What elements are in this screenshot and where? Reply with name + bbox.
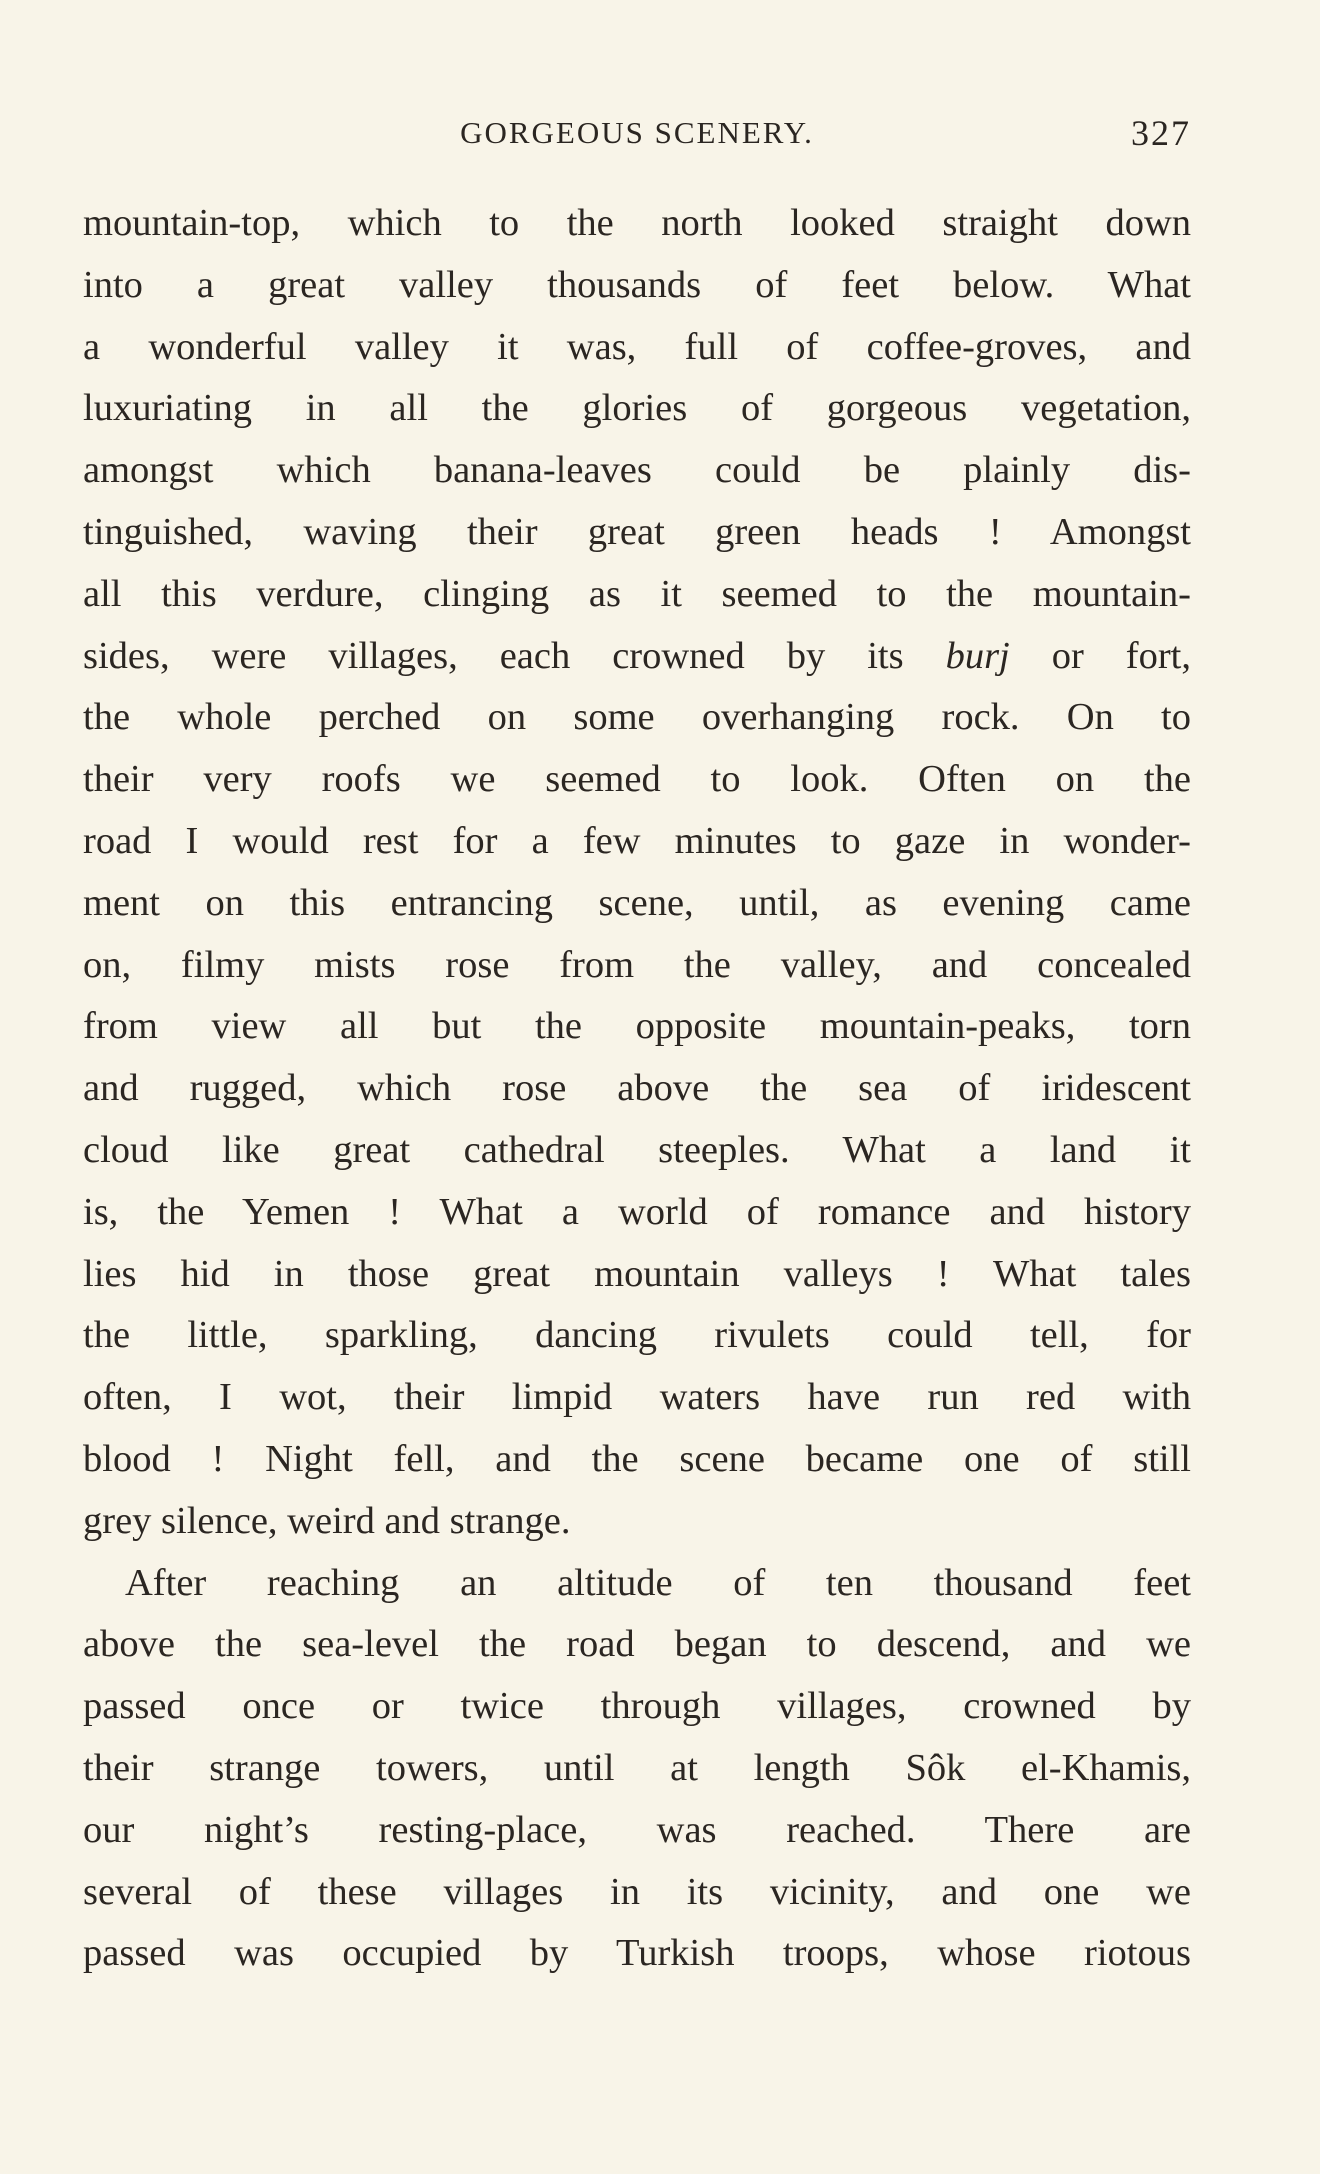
body-text: [83, 193, 1191, 1985]
text-line: their very roofs we seemed to look. Often on the: [83, 758, 1191, 801]
paragraph-end-line: grey silence, weird and strange.: [83, 1499, 571, 1542]
text-line: luxuriating in all the glories of gorgeous vegetation,: [83, 387, 1191, 430]
text-line: mountain-top, which to the north looked straight down: [83, 202, 1191, 244]
text-line: lies hid in those great mountain valleys ! What tales: [83, 1252, 1191, 1295]
italic-term-burj: burj: [945, 634, 1010, 677]
text-line: above the sea-level the road began to descend, and we: [83, 1623, 1191, 1666]
text-line: is, the Yemen ! What a world of romance and history: [83, 1190, 1191, 1233]
text-line: passed was occupied by Turkish troops, whose riotous: [83, 1932, 1191, 1975]
page-number: 327: [1131, 113, 1191, 153]
text-line: our night’s resting-place, was reached. There are: [83, 1808, 1191, 1851]
text-line: into a great valley thousands of feet below. What: [83, 263, 1191, 306]
text-line: their strange towers, until at length Sôk el-Khamis,: [83, 1746, 1191, 1789]
text-line: ment on this entrancing scene, until, as evening came: [83, 881, 1191, 924]
text-line: passed once or twice through villages, crowned by: [83, 1685, 1191, 1728]
text-line: often, I wot, their limpid waters have run red with: [83, 1376, 1191, 1419]
text-line: from view all but the opposite mountain-peaks, torn: [83, 1005, 1191, 1048]
text-line-tail: or fort,: [1051, 634, 1192, 677]
text-line: tinguished, waving their great green heads ! Amongst: [83, 510, 1191, 553]
text-line: several of these villages in its vicinity, and one we: [83, 1870, 1191, 1913]
running-title: GORGEOUS SCENERY.: [460, 115, 814, 150]
text-line: road I would rest for a few minutes to gaze in wonder-: [83, 819, 1191, 862]
text-line: a wonderful valley it was, full of coffee-groves, and: [83, 325, 1191, 368]
running-head: [83, 108, 1191, 158]
text-line: on, filmy mists rose from the valley, and concealed: [83, 943, 1191, 986]
text-line: and rugged, which rose above the sea of iridescent: [83, 1067, 1191, 1110]
text-line-head: sides, were villages, each crowned by its: [83, 634, 904, 677]
text-line: blood ! Night fell, and the scene became one of still: [83, 1437, 1191, 1480]
text-line-with-italic: [83, 626, 1191, 688]
text-line: all this verdure, clinging as it seemed to the mountain-: [83, 572, 1191, 615]
text-line: the little, sparkling, dancing rivulets could tell, for: [83, 1314, 1191, 1357]
text-line: amongst which banana-leaves could be plainly dis-: [83, 449, 1191, 492]
text-line: cloud like great cathedral steeples. What a land it: [83, 1128, 1191, 1171]
paragraph-start-line: After reaching an altitude of ten thousand feet: [125, 1561, 1191, 1604]
text-line: the whole perched on some overhanging rock. On to: [83, 696, 1191, 739]
